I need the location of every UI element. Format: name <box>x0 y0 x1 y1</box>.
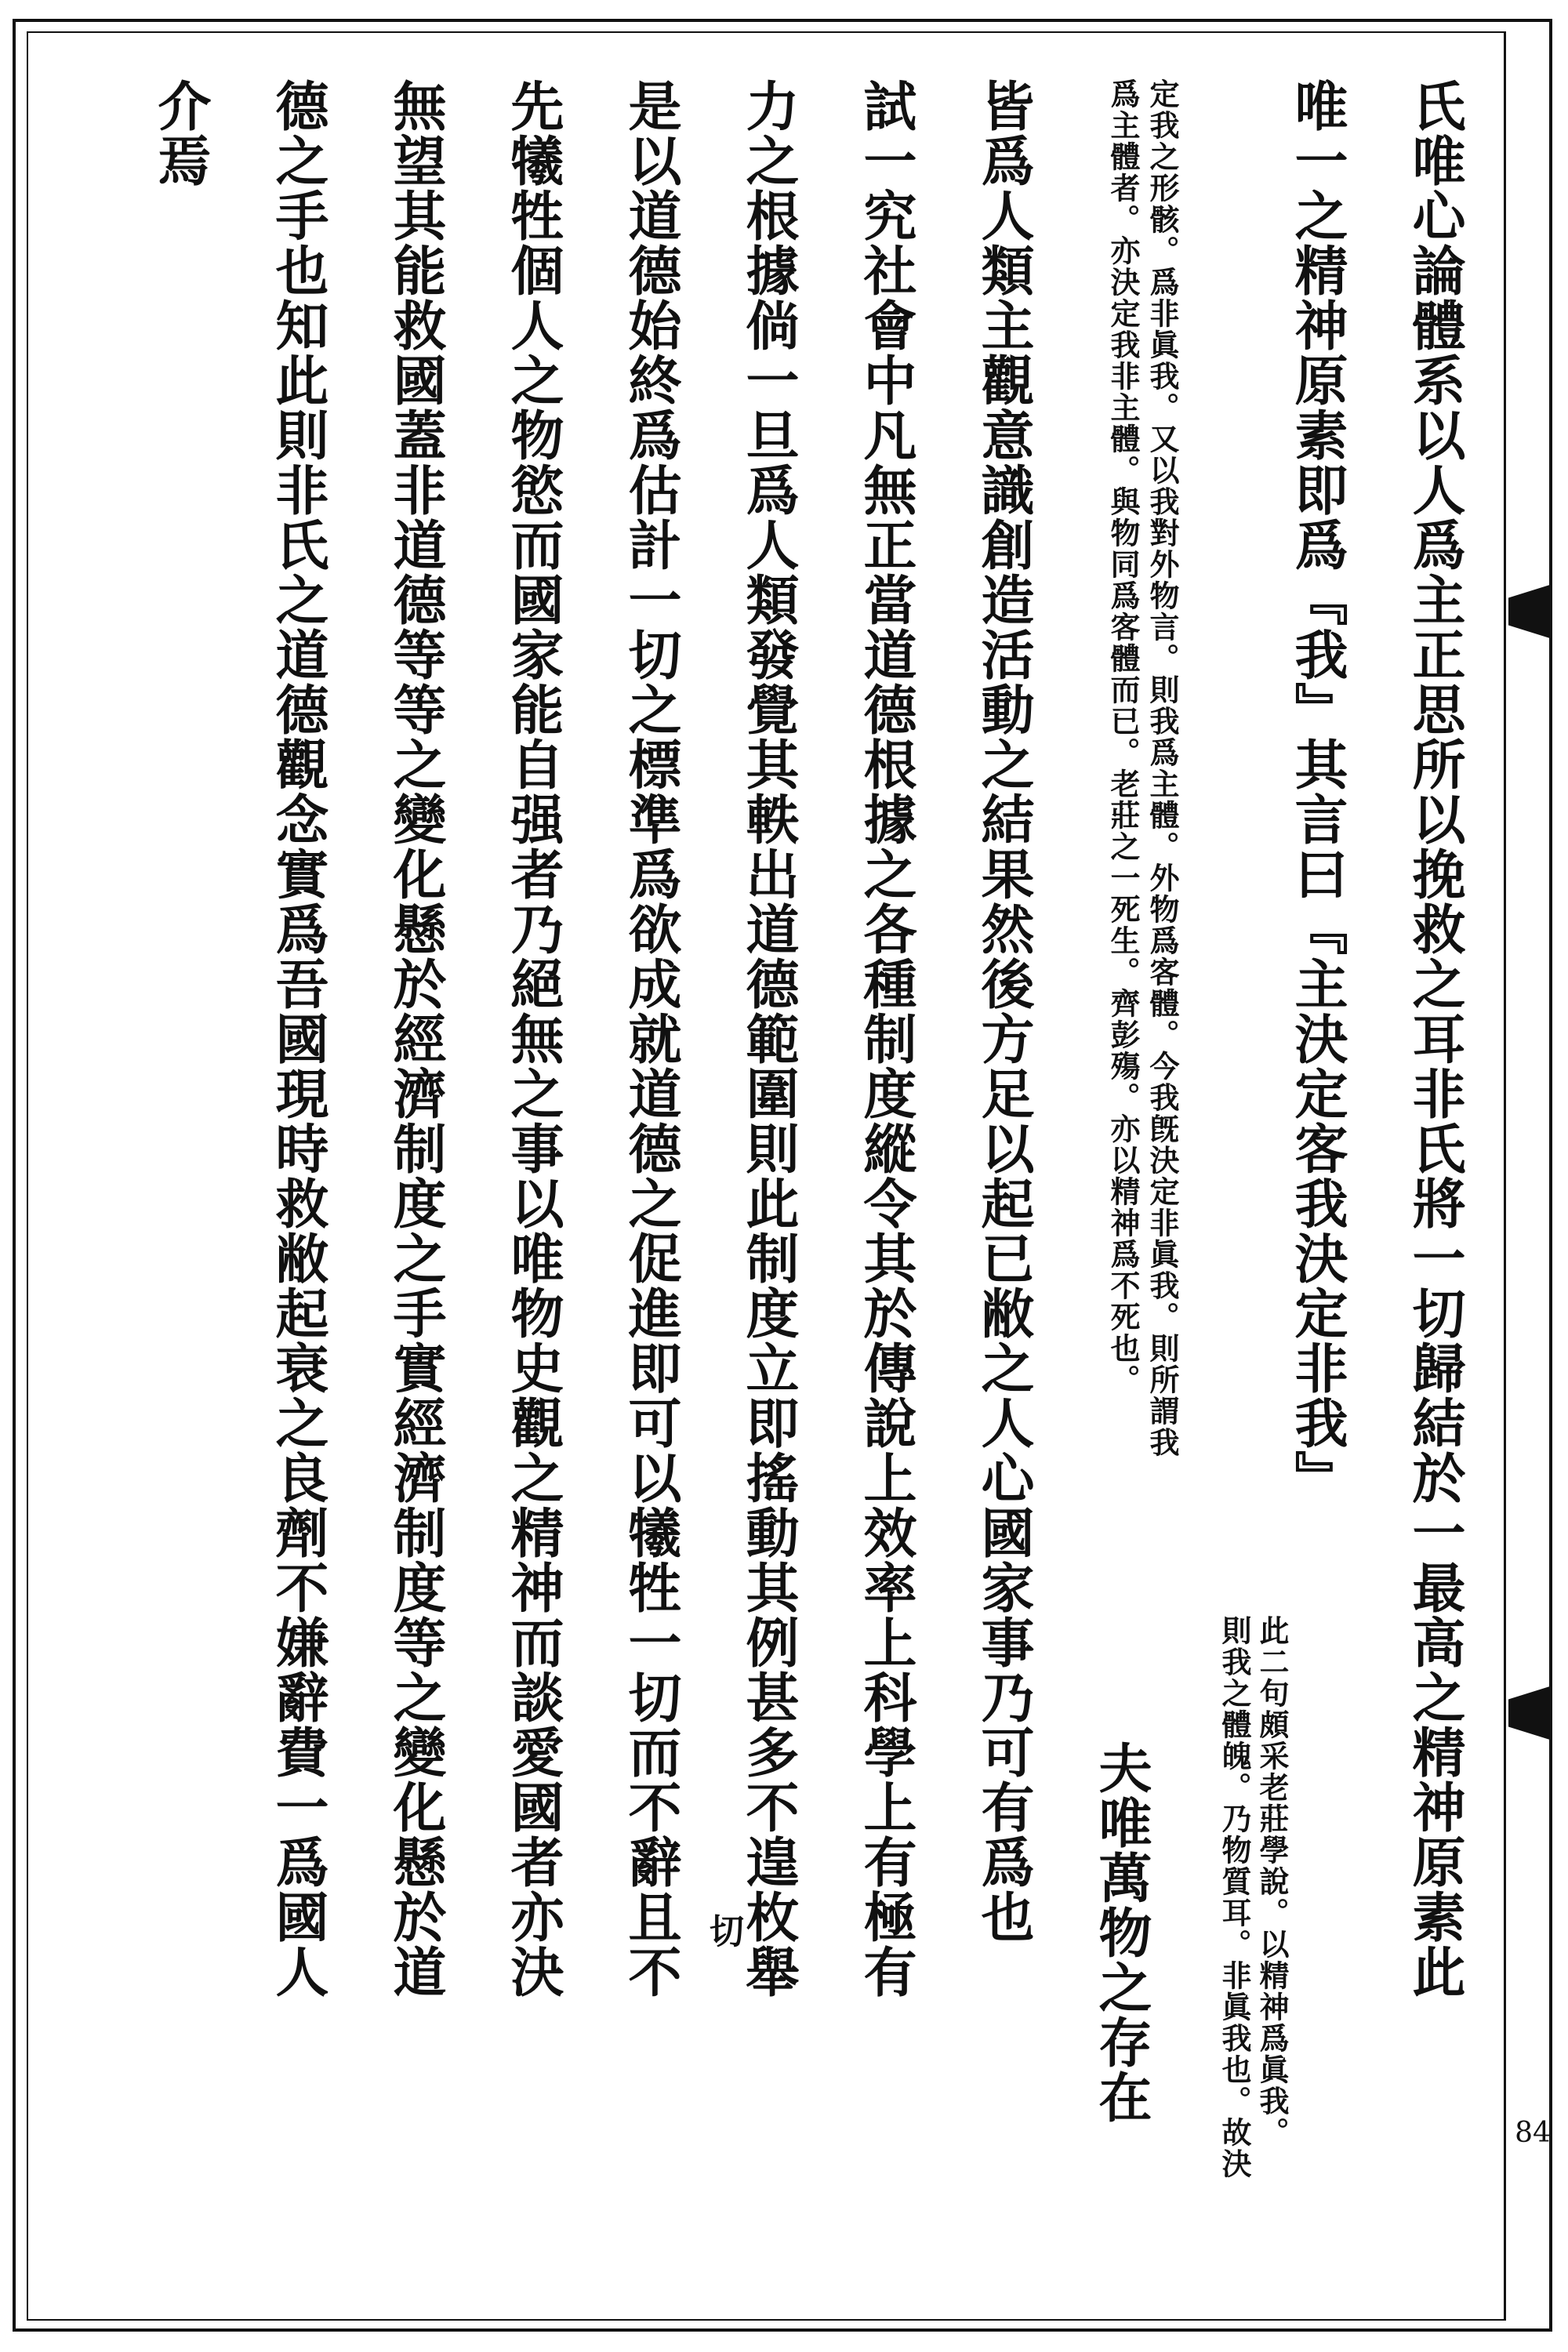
margin-rule <box>1504 31 1506 2321</box>
marginal-correction: 切 <box>703 1913 743 1949</box>
page-number: 84 <box>1515 2117 1551 2149</box>
text-column-1: 氏唯心論體系以人爲主正思所以挽救之耳非氏將一切歸結於一最高之精神原素此 <box>1403 78 1466 1999</box>
annotation-b-line-1: 定我之形骸。爲非眞我。又以我對外物言。則我爲主體。外物爲客體。今我旣決定非眞我。則所謂我 <box>1145 78 1180 1458</box>
annotation-b-line-2: 爲主體者。亦決定我非主體。與物同爲客體而已。老莊之一死生。齊彭殤。亦以精神爲不死也。 <box>1105 78 1141 1396</box>
text-column-11: 介焉 <box>149 78 212 188</box>
annotation-a-line-2: 則我之體魄。乃物質耳。非眞我也。故決 <box>1217 1615 1252 2180</box>
vertical-text-block <box>47 78 1474 2274</box>
text-column-5: 試一究社會中凡無正當道德根據之各種制度縱令其於傳說上效率上科學上有極有 <box>855 78 917 1999</box>
text-column-4: 皆爲人類主觀意識創造活動之結果然後方足以起已敝之人心國家事乃可有爲也 <box>972 78 1035 1944</box>
text-column-9: 無望其能救國蓋非道德等等之變化懸於經濟制度之手實經濟制度等之變化懸於道 <box>384 78 447 1999</box>
text-column-7: 是以道德始終爲估計一切之標準爲欲成就道德之促進即可以犧牲一切而不辭且不 <box>619 78 682 1999</box>
text-column-10: 德之手也知此則非氏之道德觀念實爲吾國現時救敝起衰之良劑不嫌辭費一爲國人 <box>267 78 329 1999</box>
annotation-a-line-1: 此二句頗采老莊學說。以精神爲眞我。 <box>1254 1615 1290 2148</box>
text-column-6: 力之根據倘一旦爲人類發覺其軼出道德範圍則此制度立即搖動其例甚多不遑枚舉 <box>737 78 800 1999</box>
text-column-3-tail: 夫唯萬物之存在 <box>1090 1740 1152 2125</box>
text-column-8: 先犧牲個人之物慾而國家能自强者乃絕無之事以唯物史觀之精神而談愛國者亦決 <box>502 78 564 1999</box>
text-column-2: 唯一之精神原素即爲『我』其言曰『主決定客我決定非我』 <box>1286 78 1348 1505</box>
